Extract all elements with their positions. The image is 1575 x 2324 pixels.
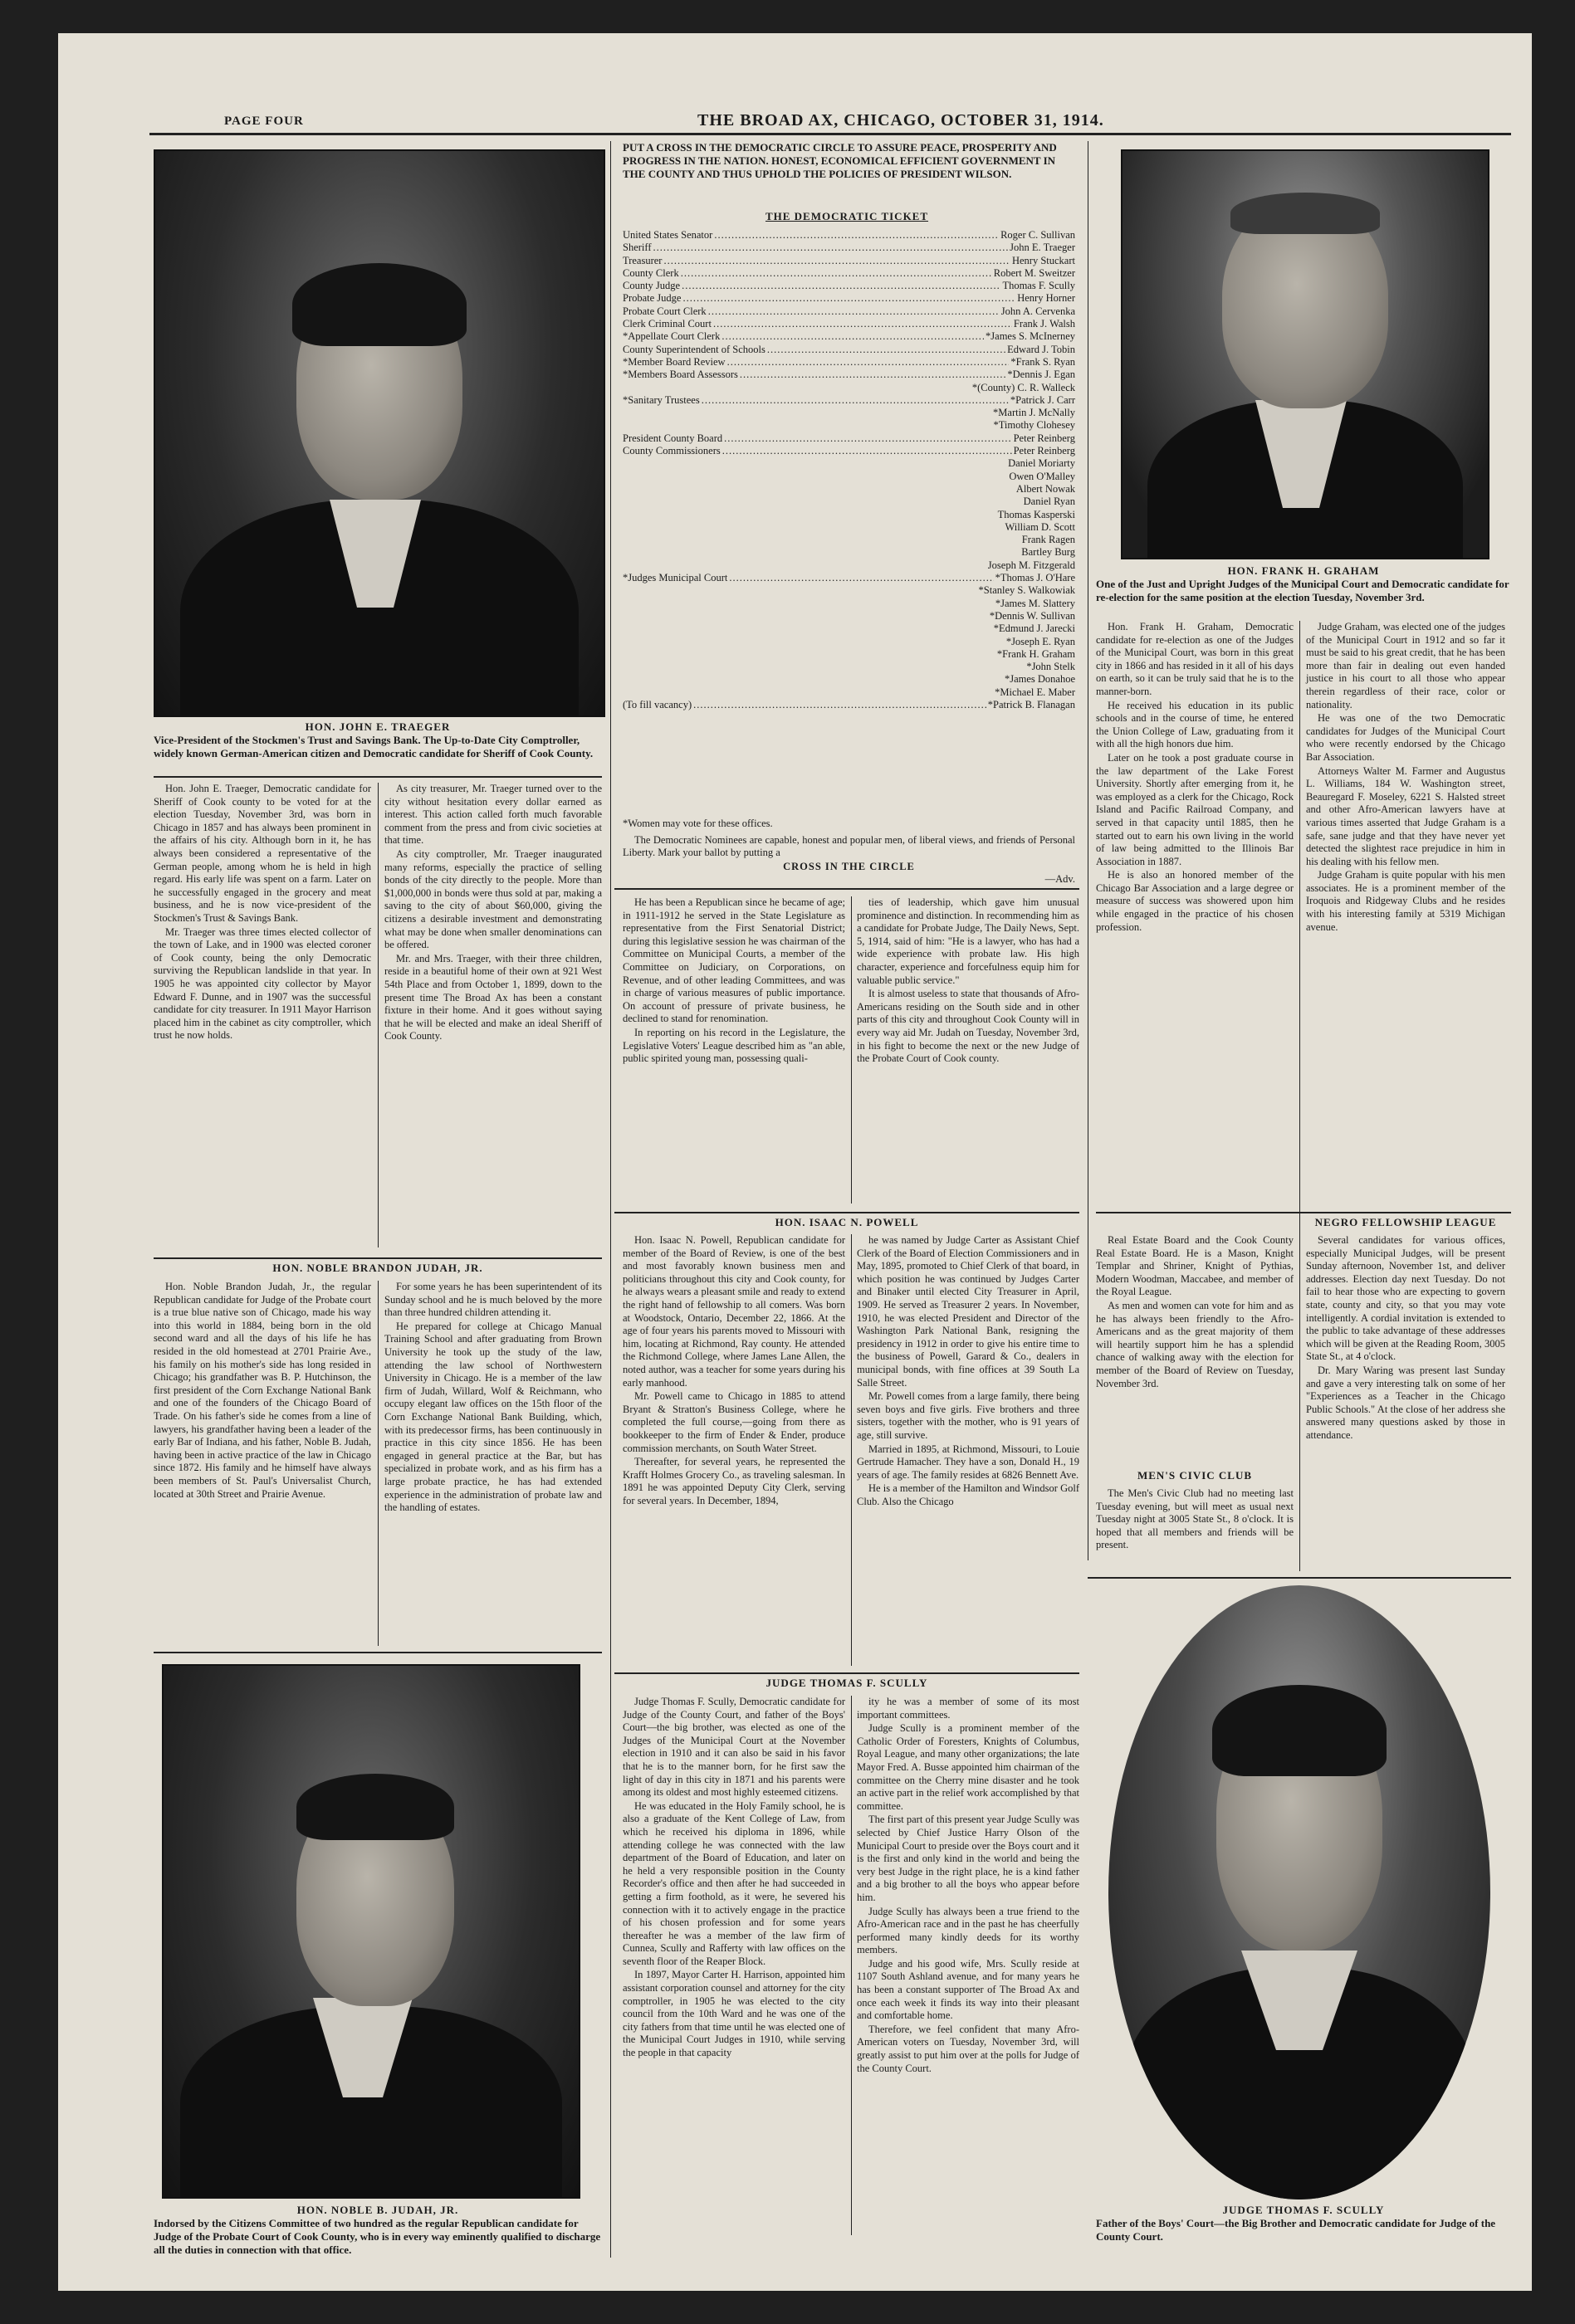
ticket-candidate: William D. Scott: [1005, 520, 1075, 533]
horner-column-1: [623, 896, 845, 1067]
scully-paragraph: Judge Thomas F. Scully, Democratic candidate for Judge of the County Court, and father of the Boys' Court—the big brother, was elected as one of the Judges of the Municipal Court at the November election in 1910 and it can also be said in his favor that he is to the manner born, for he first saw the light of day in this city in 1871 and his parents were among its oldest and most highly esteemed citizens.: [623, 1696, 845, 1799]
ticket-row: [623, 622, 1075, 635]
ticket-row: [623, 344, 1075, 356]
powell-paragraph: Thereafter, for several years, he represented the Krafft Holmes Grocery Co., as traveling salesman. In 1891 he was appointed Deputy City Clerk, serving for several years. In December, 1894,: [623, 1456, 845, 1506]
ticket-row: [623, 648, 1075, 661]
column-rule: [1299, 621, 1300, 1571]
ticket-row: [623, 457, 1075, 470]
horner-paragraph: He has been a Republican since he became of age; in 1911-1912 he served in the State Legislature as representative from the First Senatorial District; during this legislative session he was chairman of the Committee on Municipal Courts, a member of the Committee on Judiciary, on Corporations, on Revenue, and of other leading Committees, and was in charge of various measures of public importance. On account of pressure of private business, he declined to stand for renomination.: [623, 896, 845, 1025]
mens-club-text: [1096, 1487, 1294, 1553]
ticket-row: [623, 292, 1075, 305]
mens-club-paragraph: The Men's Civic Club had no meeting last Tuesday evening, but will meet as usual next Tuesday night at 3005 State St., 8 o'clock. It is hoped that all members and friends will be present.: [1096, 1487, 1294, 1551]
judah-photo-rule: [154, 1652, 602, 1653]
powell-paragraph: Mr. Powell comes from a large family, there being seven boys and five girls. Five brothers and three sisters, together with the mother, who is 91 years of age, still survive.: [857, 1390, 1079, 1441]
ticket-leader-dots: [721, 330, 984, 343]
ticket-candidate: Henry Stuckart: [1011, 254, 1075, 266]
ticket-row: [623, 598, 1075, 610]
ticket-closing: The Democratic Nominees are capable, honest and popular men, of liberal views, and friends of Personal Liberty. Mark your ballot by putting a: [623, 833, 1075, 859]
header-rule: [149, 133, 1511, 135]
ticket-row: [623, 471, 1075, 483]
scully-paragraph: Therefore, we feel confident that many Afro-American voters on Tuesday, November 3rd, will greatly assist to put him over at the polls for Judge of the County Court.: [857, 2023, 1079, 2074]
traeger-paragraph: As city comptroller, Mr. Traeger inaugurated many reforms, especially the practice of selling bonds of the city directly to the people. More than $1,000,000 in bonds were thus sold at par, making a saving to the city of about $60,000, giving the citizens a desirable investment and demonstrating what may be done when smaller denominations can be offered.: [384, 847, 602, 951]
ticket-office: County Superintendent of Schools: [623, 343, 765, 355]
judah-caption-text: Indorsed by the Citizens Committee of two hundred as the regular Republican candidate for Judge of the Probate Court of Cook County, who is in every way eminently qualified to discharge all the duties in connection with that office.: [154, 2217, 601, 2256]
column-rule: [378, 1281, 379, 1646]
ticket-office: Probate Court Clerk: [623, 305, 707, 317]
scully-caption-name: JUDGE THOMAS F. SCULLY: [1222, 2204, 1385, 2216]
powell-column-1: [623, 1234, 845, 1508]
horner-paragraph: It is almost useless to state that thousands of Afro-Americans residing on the South side and in other parts of this city and throughout Cook County will in every way aid Mr. Judah on Tuesday, November 3rd, in his fight to become the next or the new Judge of the Probate Court of Cook county.: [857, 988, 1079, 1065]
scully-column-2: [857, 1696, 1079, 2076]
graham-caption: [1096, 564, 1511, 604]
ticket-candidate: Daniel Moriarty: [1008, 457, 1075, 470]
ticket-office: United States Senator: [623, 229, 713, 241]
ticket-office: County Judge: [623, 280, 681, 292]
ticket-candidate: *James M. Slattery: [995, 597, 1075, 609]
scully-caption-text: Father of the Boys' Court—the Big Brother and Democratic candidate for Judge of the County Court.: [1096, 2217, 1496, 2243]
column-rule: [378, 783, 379, 1247]
ticket-candidate: Joseph M. Fitzgerald: [987, 559, 1075, 571]
ticket-candidate: *Patrick B. Flanagan: [987, 698, 1075, 710]
league-title: NEGRO FELLOWSHIP LEAGUE: [1314, 1216, 1497, 1228]
ticket-candidate: Owen O'Malley: [1009, 470, 1075, 482]
graham-caption-name: HON. FRANK H. GRAHAM: [1227, 564, 1380, 577]
scully-column-1: [623, 1696, 845, 2061]
ticket-candidate: Roger C. Sullivan: [1000, 229, 1075, 241]
league-paragraph: Several candidates for various offices, especially Municipal Judges, will be present Sunday afternoon, November 1st, and deliver addresses. Election day next Tuesday. Do not fail to hear those who are expecting to govern state, county and city, so that you may vote intelligently. A cordial invitation is extended to the public to take advantage of these addresses which will be given at the Reading Room, 3005 State St., at 4 o'clock.: [1306, 1234, 1505, 1363]
powell-paragraph: Married in 1895, at Richmond, Missouri, to Louie Gertrude Hamacher. They have a son, Donald H., 19 years of age. The family resides at 6826 Bennett Ave.: [857, 1443, 1079, 1481]
ticket-footer: [623, 818, 1075, 886]
ticket-candidate: Henry Horner: [1017, 292, 1075, 305]
graham-paragraph: He received his education in its public schools and in the course of time, he entered the Union College of Law, graduating from it with all the high honors due him.: [1096, 699, 1294, 750]
ticket-office: Clerk Criminal Court: [623, 318, 712, 330]
ticket-row: [623, 356, 1075, 369]
ticket-row: [623, 559, 1075, 572]
traeger-column-2: [384, 783, 602, 1044]
ticket-row: [623, 255, 1075, 267]
ticket-candidate: *Dennis W. Sullivan: [989, 609, 1075, 622]
ticket-row: [623, 330, 1075, 343]
horner-paragraph: ties of leadership, which gave him unusual prominence and distinction. In recommending him as a candidate for Probate Judge, The Daily News, Sept. 5, 1914, said of him: "He is a lawyer, who has had a wide experience with probate law. His high character, experience and forcefulness equip him for valuable public service.": [857, 896, 1079, 986]
graham-portrait: [1121, 149, 1489, 559]
ticket-candidate: *Dennis J. Egan: [1007, 369, 1075, 381]
ticket-candidate: Albert Nowak: [1015, 482, 1075, 495]
scully-paragraph: ity he was a member of some of its most important committees.: [857, 1696, 1079, 1721]
ticket-row: [623, 407, 1075, 419]
ticket-row: [623, 534, 1075, 546]
traeger-portrait: [154, 149, 605, 717]
ticket-row: [623, 636, 1075, 648]
ticket-candidate: *Timothy Clohesey: [993, 419, 1075, 432]
ticket-office: Probate Judge: [623, 292, 682, 305]
traeger-caption-name: HON. JOHN E. TRAEGER: [305, 720, 451, 733]
powell-paragraph: he was named by Judge Carter as Assistant Chief Clerk of the Board of Election Commissioners and in May, 1895, promoted to Chief Clerk of that board, in which position he was continued by Judges Carter and Binaker until elected City Treasurer in April, 1909. He served as Treasurer 2 years. In November, 1910, he was elected President and Director of the Washington Park National Bank, resigning the presidency in 1912 in order to give his entire time to the business of Powell, Garard & Co., dealers in municipal bonds, with fine offices at 39 South La Salle Street.: [857, 1234, 1079, 1389]
ticket-office: Sheriff: [623, 242, 652, 254]
judah-paragraph: He prepared for college at Chicago Manual Training School and after graduating from Brown University he took up the study of the law, attending the law school of Northwestern University in Chicago. He is a member of the law firm of Judah, Willard, Wolf & Reichmann, who occupy elegant law offices on the 15th floor of the Corn Exchange National Bank Building, which, with its predecessor firms, has been continuously in practice in this city since 1856. He has been engaged in general practice at the Bar, but has specialized in probate work, and as his firm has a large probate practice, he has had extended experience in the administration of probate law and the handling of estates.: [384, 1320, 602, 1514]
horner-column-2: [857, 896, 1079, 1067]
ticket-office: Treasurer: [623, 254, 663, 266]
graham-paragraph: He is also an honored member of the Chicago Bar Association and a large degree or measure of success was showered upon him while engaged in the practice of his chosen profession.: [1096, 869, 1294, 933]
ticket-footnote: *Women may vote for these offices.: [623, 818, 773, 829]
graham-paragraph: Later on he took a post graduate course in the law department of the Lake Forest University. Shortly after emerging from it, he was employed as a clerk for the Chicago, Rock Island and Pacific Railroad Company, and served in that capacity until 1885, then he started out to earn his own living in the world of law being admitted to the Illinois Bar Association in 1887.: [1096, 751, 1294, 867]
masthead: THE BROAD AX, CHICAGO, OCTOBER 31, 1914.: [697, 111, 1104, 129]
ticket-candidate: Peter Reinberg: [1013, 432, 1075, 444]
column-rule: [851, 1696, 852, 2235]
league-paragraph: Dr. Mary Waring was present last Sunday and gave a very interesting talk on some of her "Experiences as a Teacher in the Chicago Public Schools." At the close of her address she answered many questions asked by those in attendance.: [1306, 1364, 1505, 1441]
ticket-row: [623, 572, 1075, 584]
ticket-row: [623, 229, 1075, 242]
ticket-row: [623, 673, 1075, 686]
ticket-row: [623, 318, 1075, 330]
ticket-leader-dots: [682, 292, 1015, 305]
ticket-row: [623, 382, 1075, 394]
powell-rule: [614, 1212, 1079, 1213]
ticket-office: *Judges Municipal Court: [623, 572, 728, 584]
ticket-office: *Members Board Assessors: [623, 369, 738, 381]
scully-paragraph: Judge and his good wife, Mrs. Scully reside at 1107 South Ashland avenue, and for many years he has been a constant supporter of The Broad Ax and once each week it finds its way into their pleasant and comfortable home.: [857, 1957, 1079, 2022]
graham-column-1: [1096, 621, 1294, 935]
ticket-candidate: Edward J. Tobin: [1007, 343, 1075, 355]
column-rule: [851, 896, 852, 1204]
cross-in-circle: CROSS IN THE CIRCLE: [783, 860, 915, 872]
ticket-candidate: *Frank H. Graham: [996, 647, 1075, 660]
ticket-leader-dots: [767, 344, 1005, 356]
ticket-row: [623, 419, 1075, 432]
ticket-office: *Member Board Review: [623, 355, 726, 368]
league-text: [1306, 1234, 1505, 1443]
scully-paragraph: Judge Scully has always been a true friend to the Afro-American race and in the past he has cheerfully performed many kindly deeds for its worthy members.: [857, 1905, 1079, 1956]
judah-paragraph: For some years he has been superintendent of its Sunday school and he is much beloved by the more than three hundred children attending it.: [384, 1281, 602, 1319]
ticket-leader-dots: [702, 394, 1009, 407]
judah-column-1: [154, 1281, 371, 1501]
ticket-office: President County Board: [623, 432, 723, 444]
ticket-banner: PUT A CROSS IN THE DEMOCRATIC CIRCLE TO ASSURE PEACE, PROSPERITY AND PROGRESS IN THE NATION. HONEST, ECONOMICAL EFFICIENT GOVERNMENT IN THE COUNTY AND THUS UPHOLD THE POLICIES OF PRESIDENT WILSON.: [623, 141, 1057, 180]
ticket-candidate: *(County) C. R. Walleck: [971, 381, 1075, 393]
graham-paragraph: Hon. Frank H. Graham, Democratic candidate for re-election as one of the Judges of the Municipal Court, was born in this great city in 1866 and has resided in it all of his days on earth, so it can be truly said that he is to the manner-born.: [1096, 621, 1294, 697]
ticket-rule: [614, 888, 1079, 890]
powell-column-3: [1096, 1234, 1294, 1391]
column-rule: [851, 1234, 852, 1666]
scully-paragraph: Judge Scully is a prominent member of the Catholic Order of Foresters, Knights of Columbus, Royal League, and many other organizations; the late Mayor Fred. A. Busse appointed him chairman of the committee on the Cherry mine disaster and he took an active part in the relief work accomplished by that committee.: [857, 1722, 1079, 1812]
ticket-row: [623, 496, 1075, 508]
graham-paragraph: Judge Graham is quite popular with his men associates. He is a prominent member of the Iroquois and Ridgeway Clubs and he resides with his interesting family at 5319 Michigan avenue.: [1306, 869, 1505, 933]
graham-paragraph: He was one of the two Democratic candidates for Judges of the Municipal Court who were recently endorsed by the Chicago Bar Association.: [1306, 712, 1505, 763]
ticket-leader-dots: [708, 305, 1000, 318]
section-rule: [1096, 1212, 1511, 1213]
powell-column-2: [857, 1234, 1079, 1509]
ticket-candidate: *John Stelk: [1026, 661, 1075, 673]
graham-caption-text: One of the Just and Upright Judges of the Municipal Court and Democratic candidate for re-election for the same position at the election Tuesday, November 3rd.: [1096, 578, 1509, 603]
ticket-row: [623, 546, 1075, 559]
scully-portrait: [1108, 1585, 1490, 2200]
ticket-candidate: Robert M. Sweitzer: [993, 266, 1075, 279]
ticket-leader-dots: [713, 318, 1012, 330]
ticket-candidate: *Martin J. McNally: [993, 407, 1075, 419]
powell-paragraph: Hon. Isaac N. Powell, Republican candidate for member of the Board of Review, is one of the best and most favorably known business men and politicians throughout this city and Cook county, for he always wears a pleasant smile and ready to extend the right hand of fellowship to all comers. Was born at Woodstock, Ontario, December 22, 1866. At the age of four years his parents moved to Missouri with him, locating at Richmond, Ray county. He attended the Richmond College, where James Lane Allen, the noted author, was a teacher for some years during his early manhood.: [623, 1234, 845, 1389]
judah-paragraph: Hon. Noble Brandon Judah, Jr., the regular Republican candidate for Judge of the Probate court is a true blue native son of Chicago, made his way into this world in 1884, being born in the old second ward and all the days of his life he has resided in the old homestead at 2701 Prairie Ave., his family on his mother's side has long resided in Chicago; his grandfather was B. P. Hutchinson, the first president of the Corn Exchange National Bank and one of the founders of the Chicago Board of Trade. On his father's side he comes from a line of lawyers, his grandfather having been a leader of the early Bar of Indiana, and his father, Noble B. Judah, having been in active practice of the law in Chicago since 1872. His family and he himself have always been members of St. Paul's Universalist Church, located at 30th Street and Prairie Avenue.: [154, 1281, 371, 1500]
ticket-row: [623, 483, 1075, 496]
ticket-leader-dots: [740, 369, 1006, 381]
scully-paragraph: In 1897, Mayor Carter H. Harrison, appointed him assistant corporation counsel and attorney for the city comptroller, in 1905 he was elected to the city council from the 10th Ward and he was one of the city fathers from that time until he was elected one of the Municipal Court Judges in 1910, while serving the people in that capacity: [623, 1969, 845, 2059]
ticket-row: [623, 394, 1075, 407]
ticket-row: [623, 509, 1075, 521]
ticket-row: [623, 242, 1075, 254]
ticket-row: [623, 445, 1075, 457]
scully-paragraph: He was educated in the Holy Family school, he is also a graduate of the Kent College of Law, from which he received his diploma in 1896, while attending college he was connected with the law department of the Board of Education, and later on he held a very responsible position in the County Recorder's office and then after he had succeeded in getting a firm foothold, as it were, he severed his connection with it to actively engage in the practice of his chosen profession and for some years thereafter he was a member of the law firm of Cunnea, Scully and Rafferty with law offices on the seventh floor of the Reaper Block.: [623, 1799, 845, 1967]
traeger-paragraph: Mr. Traeger was three times elected collector of the town of Lake, and in 1900 was elected coroner of Cook county, being the only Democratic surviving the Republican landslide in that year. In 1905 he was appointed city collector by Mayor Edward F. Dunne, and in 1907 was the successful candidate for city treasurer. In 1911 Mayor Harrison placed him in the cabinet as city comptroller, which trust he now holds.: [154, 925, 371, 1042]
ticket-office: *Sanitary Trustees: [623, 393, 700, 406]
page-folio: PAGE FOUR: [224, 115, 304, 128]
graham-column-2: [1306, 621, 1505, 935]
traeger-caption-text: Vice-President of the Stockmen's Trust and Savings Bank. The Up-to-Date City Comptroller, widely known German-American citizen and Democratic candidate for Sheriff of Cook County.: [154, 734, 594, 759]
ticket-row: [623, 267, 1075, 280]
powell-paragraph: Mr. Powell came to Chicago in 1885 to attend Bryant & Stratton's Business College, where he completed the full course,—going from there as bookkeeper to the firm of Ender & Ender, produce commission merchants, on South Water Street.: [623, 1390, 845, 1454]
ticket-leader-dots: [653, 242, 1009, 254]
ticket-candidate: *James Donahoe: [1004, 673, 1075, 686]
ticket-leader-dots: [663, 255, 1010, 267]
judah-caption-name: HON. NOBLE B. JUDAH, JR.: [296, 2204, 459, 2216]
graham-paragraph: Attorneys Walter M. Farmer and Augustus L. Williams, 184 W. Washington street, Beauregard F. Moseley, 6221 S. Halsted street and other Afro-American lawyers have at various times asserted that Judge Graham is a safe, sane judge and that they have never yet detected the slightest race prejudice in him in his dealing with his fellow men.: [1306, 764, 1505, 867]
ticket-row: [623, 699, 1075, 711]
mens-club-title: MEN'S CIVIC CLUB: [1137, 1469, 1253, 1482]
ticket-candidate: John A. Cervenka: [1000, 305, 1075, 317]
ticket-row: [623, 610, 1075, 622]
traeger-paragraph: Hon. John E. Traeger, Democratic candidate for Sheriff of Cook county to be voted for at the election Tuesday, November 3rd, was born in Chicago in 1857 and has always been prominent in the affairs of his city. Although born in it, he has always been considered a representative of the German people, among whom he is held in high regard. His early life was spent on a farm. Later on he successfully engaged in the grocery and meat business, and he is now vice-president of the Stockmen's Trust & Savings Bank.: [154, 783, 371, 924]
graham-paragraph: Judge Graham, was elected one of the judges of the Municipal Court in 1912 and so far it must be said to his great credit, that he has been more than fair in dealing out even handed justice in his court to all those who appear therein regardless of their race, color or nationality.: [1306, 621, 1505, 710]
ticket-table: [623, 229, 1075, 711]
ticket-row: [623, 521, 1075, 534]
judah-column-2: [384, 1281, 602, 1516]
ticket-leader-dots: [722, 445, 1012, 457]
ticket-candidate: Frank Ragen: [1021, 534, 1075, 546]
traeger-caption: [154, 720, 602, 760]
judah-portrait: [162, 1664, 580, 2199]
scully-caption: [1096, 2204, 1511, 2243]
powell-paragraph: As men and women can vote for him and as he has always been friendly to the Afro-Americans and as the great majority of them will heartily support him he has a splendid chance of walking away with the election for member of the Board of Review on Tuesday, November 3rd.: [1096, 1299, 1294, 1389]
ticket-leader-dots: [724, 432, 1011, 445]
judah-title: HON. NOBLE BRANDON JUDAH, JR.: [272, 1262, 483, 1274]
ticket-row: [623, 305, 1075, 318]
ticket-candidate: John E. Traeger: [1010, 242, 1075, 254]
scully-title: JUDGE THOMAS F. SCULLY: [765, 1677, 928, 1689]
powell-title: HON. ISAAC N. POWELL: [775, 1216, 919, 1228]
column-rule: [610, 141, 611, 2258]
ticket-office: County Commissioners: [623, 445, 721, 457]
ticket-leader-dots: [682, 280, 1000, 292]
ticket-row: [623, 432, 1075, 445]
ticket-row: [623, 661, 1075, 673]
ticket-candidate: *Frank S. Ryan: [1010, 355, 1075, 368]
horner-paragraph: In reporting on his record in the Legislature, the Legislative Voters' League described him as "an able, public spirited young man, possessing quali-: [623, 1026, 845, 1065]
ticket-office: (To fill vacancy): [623, 698, 692, 710]
ticket-candidate: *Edmund J. Jarecki: [993, 622, 1075, 635]
ticket-row: [623, 369, 1075, 381]
ticket-row: [623, 686, 1075, 699]
ticket-candidate: Daniel Ryan: [1023, 496, 1075, 508]
ticket-candidate: *Michael E. Maber: [995, 686, 1075, 698]
ticket-candidate: *Joseph E. Ryan: [1005, 635, 1075, 647]
ticket-row: [623, 584, 1075, 597]
judah-rule: [154, 1257, 602, 1259]
traeger-paragraph: Mr. and Mrs. Traeger, with their three children, reside in a beautiful home of their own at 921 West 54th Place and from October 1, 1899, down to the present time The Broad Ax has been a constant fixture in their home. And it goes without saying that he will be elected and make an ideal Sheriff of Cook County.: [384, 952, 602, 1042]
ticket-title: THE DEMOCRATIC TICKET: [765, 210, 929, 222]
ticket-candidate: Peter Reinberg: [1013, 445, 1075, 457]
ticket-leader-dots: [727, 356, 1010, 369]
ticket-office: County Clerk: [623, 266, 679, 279]
traeger-paragraph: As city treasurer, Mr. Traeger turned over to the city without hesitation every dollar earned as interest. This action called forth much favorable comment from the press and from civic societies at that time.: [384, 783, 602, 847]
scully-photo-rule: [1088, 1577, 1511, 1579]
ticket-candidate: *Thomas J. O'Hare: [995, 572, 1075, 584]
adv-mark: —Adv.: [1044, 873, 1075, 886]
ticket-candidate: *James S. McInerney: [986, 330, 1075, 343]
traeger-column-1: [154, 783, 371, 1043]
ticket-candidate: *Patrick J. Carr: [1010, 393, 1075, 406]
powell-paragraph: Real Estate Board and the Cook County Real Estate Board. He is a Mason, Knight Templar and Shriner, Knight of Pythias, Modern Woodman, Maccabee, and member of the Royal League.: [1096, 1234, 1294, 1298]
ticket-candidate: Thomas F. Scully: [1002, 280, 1075, 292]
judah-caption: [154, 2204, 602, 2257]
ticket-candidate: Thomas Kasperski: [997, 508, 1075, 520]
ticket-leader-dots: [693, 699, 986, 711]
ticket-office: *Appellate Court Clerk: [623, 330, 721, 343]
ticket-row: [623, 280, 1075, 292]
scully-rule: [614, 1672, 1079, 1674]
ticket-candidate: Frank J. Walsh: [1013, 318, 1075, 330]
ticket-leader-dots: [714, 229, 999, 242]
ticket-leader-dots: [681, 267, 992, 280]
scully-paragraph: The first part of this present year Judge Scully was selected by Chief Justice Harry Olson of the Municipal Court to preside over the Boys court and it is the first and only kind in the world and being the very best Judge in the right place, he is a kind father and a big brother to all the boys who appear before him.: [857, 1814, 1079, 1903]
newspaper-page: [58, 33, 1532, 2291]
traeger-rule: [154, 776, 602, 778]
ticket-candidate: *Stanley S. Walkowiak: [978, 584, 1075, 597]
ticket-leader-dots: [729, 572, 993, 584]
powell-paragraph: He is a member of the Hamilton and Windsor Golf Club. Also the Chicago: [857, 1482, 1079, 1507]
ticket-candidate: Bartley Burg: [1021, 546, 1075, 559]
